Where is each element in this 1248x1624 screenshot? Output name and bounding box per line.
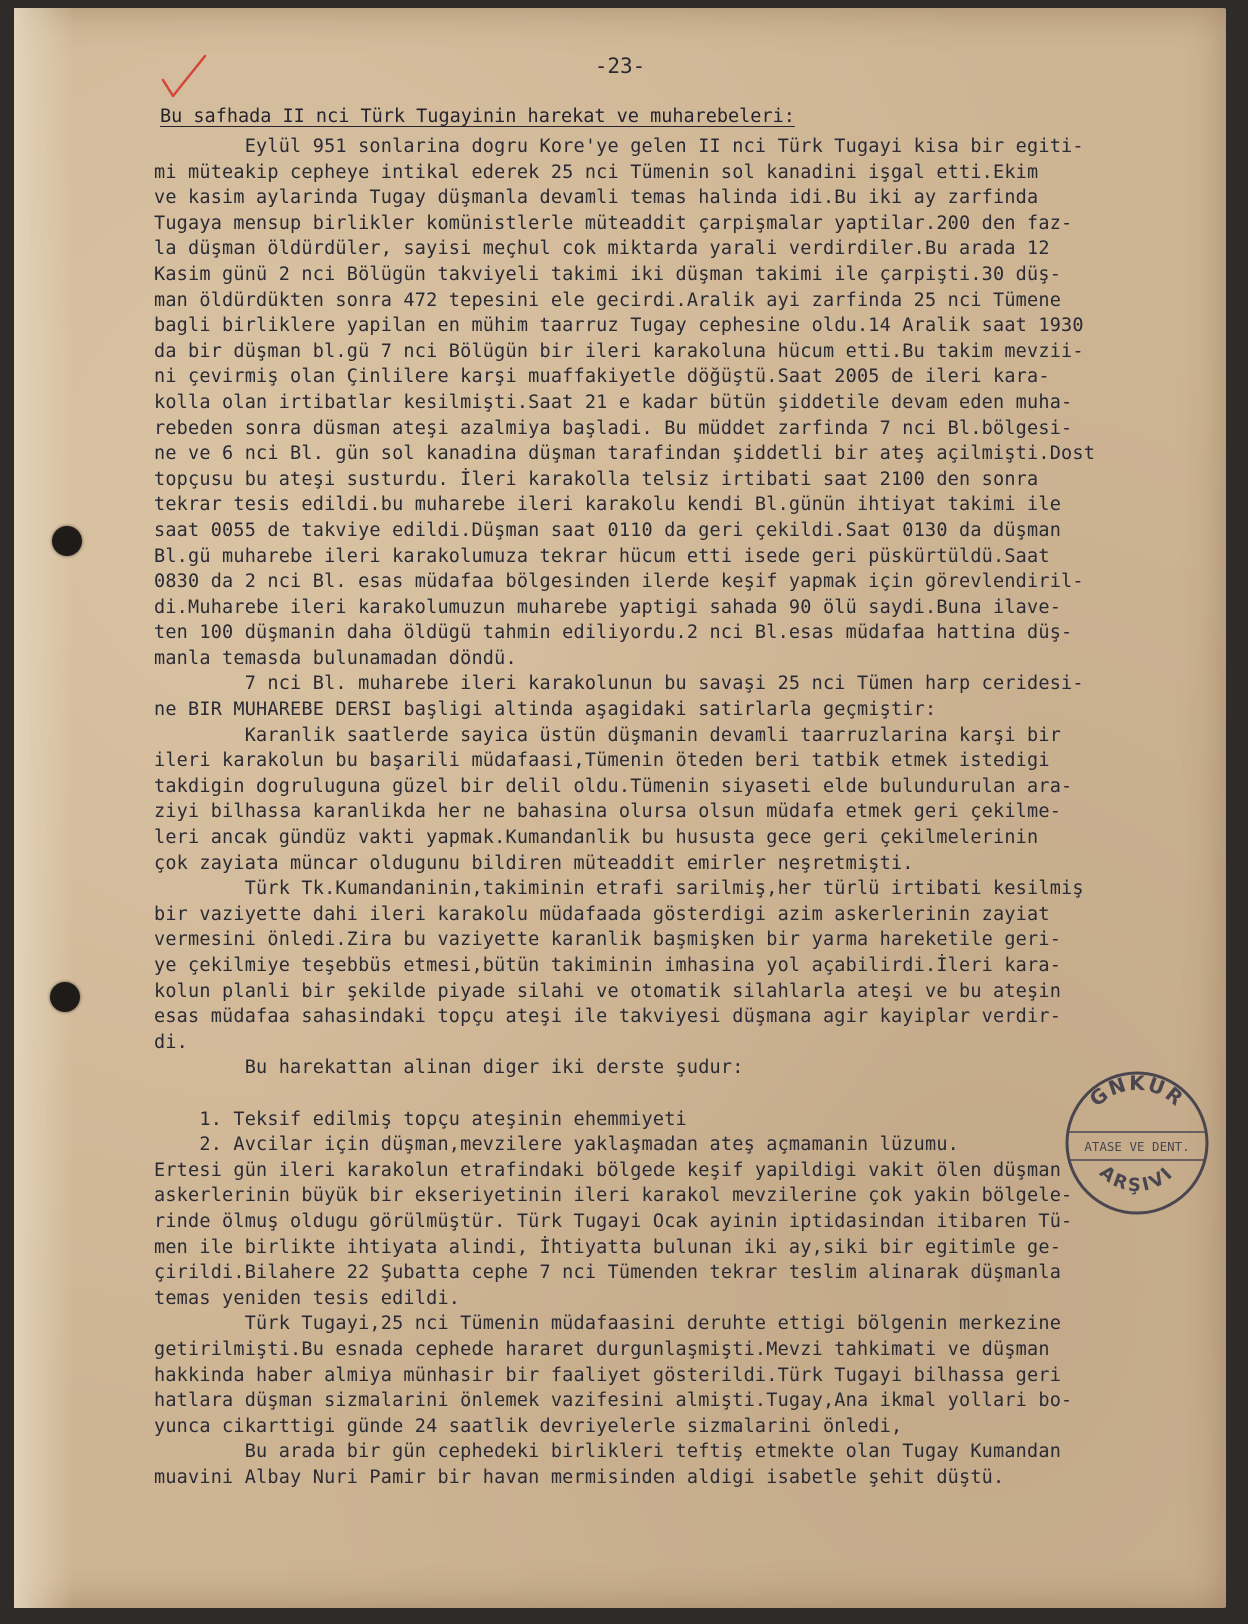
text-line: Bl.gü muharebe ileri karakolumuza tekrar hücum etti isede geri püskürtüldü.Saat [154, 545, 1050, 567]
text-line: manla temasda bulunamadan döndü. [154, 647, 517, 669]
text-line: ileri karakolun bu başarili müdafaasi,Tümenin öteden beri tatbik etmek istedigi [154, 750, 1050, 772]
punch-hole-upper [52, 526, 82, 556]
text-line: yunca cikarttigi günde 24 saatlik devriyelerle sizmalarini önledi, [154, 1415, 903, 1437]
text-line: takdigin dogruluguna güzel bir delil oldu.Tümenin siyaseti elde bulundurulan ara- [154, 775, 1073, 797]
text-line: çok zayiata müncar oldugunu bildiren müteaddit emirler neşretmişti. [154, 852, 914, 874]
text-line: ten 100 düşmanin daha öldügü tahmin ediliyordu.2 nci Bl.esas müdafaa hattina düş- [154, 622, 1073, 644]
text-line: men ile birlikte ihtiyata alindi, İhtiyatta bulunan iki ay,siki bir egitimle ge- [154, 1236, 1062, 1258]
text-line: ne BIR MUHAREBE DERSI başligi altinda aşagidaki satirlarla geçmiştir: [154, 699, 937, 721]
archive-stamp [1062, 1068, 1212, 1218]
text-line: Eylül 951 sonlarina dogru Kore'ye gelen II nci Türk Tugayi kisa bir egiti- [154, 136, 1084, 157]
text-line: da bir düşman bl.gü 7 nci Bölügün bir ileri karakoluna hücum etti.Bu takim mevzii- [154, 340, 1084, 362]
stamp-top-text: GNKUR [1084, 1070, 1190, 1112]
text-line: 7 nci Bl. muharebe ileri karakolunun bu savaşi 25 nci Tümen harp ceridesi- [154, 673, 1084, 695]
text-line: 1. Teksif edilmiş topçu ateşinin ehemmiyeti [154, 1108, 687, 1130]
text-line: getirilmişti.Bu esnada cephede hararet durgunlaşmişti.Mevzi tahkimati ve düşman [154, 1338, 1050, 1360]
text-line: hatlara düşman sizmalarini önlemek vazifesini almişti.Tugay,Ana ikmal yollari bo- [154, 1390, 1073, 1412]
page-number: -23- [594, 54, 646, 78]
punch-hole-lower [50, 982, 80, 1012]
svg-text:GNKUR [1085, 1071, 1190, 1111]
text-line: Tugaya mensup birlikler komünistlerle müteaddit çarpişmalar yaptilar.200 den faz- [154, 212, 1073, 234]
text-line: la düşman öldürdüler, sayisi meçhul cok miktarda yarali verdirdiler.Bu arada 12 [154, 238, 1050, 260]
text-line: kolun planli bir şekilde piyade silahi ve otomatik silahlarla ateşi ve bu ateşin [154, 980, 1062, 1002]
text-line: 0830 da 2 nci Bl. esas müdafaa bölgesinden ilerde keşif yapmak için görevlendiril- [154, 571, 1084, 593]
text-line: di.Muharebe ileri karakolumuzun muharebe yaptigi sahada 90 ölü saydi.Buna ilave- [154, 596, 1062, 618]
stamp-bottom-text: ARŞIVI [1095, 1161, 1179, 1197]
text-line: Kasim günü 2 nci Bölügün takviyeli takimi iki düşman takimi ile çarpişti.30 düş- [154, 263, 1062, 285]
text-line: temas yeniden tesis edildi. [154, 1287, 461, 1309]
text-line: ne ve 6 nci Bl. gün sol kanadina düşman tarafindan şiddetli bir ateş açilmişti.Dost [154, 443, 1096, 465]
stamp-middle-text: ATASE VE DENT. [1084, 1139, 1190, 1154]
worn-page-edge [14, 8, 74, 1608]
document-body [154, 134, 1214, 1490]
text-line: muavini Albay Nuri Pamir bir havan mermisinden aldigi isabetle şehit düştü. [154, 1466, 1005, 1488]
svg-text:ARŞIVI [1095, 1162, 1178, 1196]
text-line: tekrar tesis edildi.bu muharebe ileri karakolu kendi Bl.günün ihtiyat takimi ile [154, 494, 1062, 516]
section-heading: Bu safhada II nci Türk Tugayinin harekat ve muharebeleri: [160, 106, 795, 127]
text-line: topçusu bu ateşi susturdu. İleri karakolla telsiz irtibati saat 2100 den sonra [154, 468, 1039, 490]
text-line: kolla olan irtibatlar kesilmişti.Saat 21 e kadar bütün şiddetile devam eden muha- [154, 391, 1073, 413]
text-line: man öldürdükten sonra 472 tepesini ele gecirdi.Aralik ayi zarfinda 25 nci Tümene [154, 289, 1062, 311]
text-line: ziyi bilhassa karanlikda her ne bahasina olursa olsun müdafa etmek geri çekilme- [154, 801, 1062, 823]
text-line: 2. Avcilar için düşman,mevzilere yaklaşmadan ateş açmamanin lüzumu. [154, 1134, 959, 1156]
text-line: ye çekilmiye teşebbüs etmesi,bütün takiminin imhasina yol açabilirdi.İleri kara- [154, 955, 1062, 976]
text-line: rinde ölmuş oldugu görülmüştür. Türk Tugayi Ocak ayinin iptidasindan itibaren Tü- [154, 1210, 1073, 1232]
document-page [14, 8, 1226, 1608]
text-line: esas müdafaa sahasindaki topçu ateşi ile takviyesi düşmana agir kayiplar verdir- [154, 1006, 1062, 1028]
text-line: Bu arada bir gün cephedeki birlikleri teftiş etmekte olan Tugay Kumandan [154, 1441, 1062, 1463]
text-line: askerlerinin büyük bir ekseriyetinin ileri karakol mevzilerine çok yakin bölgele- [154, 1185, 1073, 1207]
text-line: bir vaziyette dahi ileri karakolu müdafaada gösterdigi azim askerlerinin zayiat [154, 903, 1050, 925]
text-line: ve kasim aylarinda Tugay düşmanla devamli temas halinda idi.Bu iki ay zarfinda [154, 187, 1039, 209]
text-line [154, 1081, 1214, 1107]
text-line: çirildi.Bilahere 22 Şubatta cephe 7 nci Tümenden tekrar teslim alinarak düşmanla [154, 1262, 1062, 1284]
text-line: ni çevirmiş olan Çinlilere karşi muaffakiyetle döğüştü.Saat 2005 de ileri kara- [154, 366, 1050, 388]
text-line: Türk Tugayi,25 nci Tümenin müdafaasini deruhte ettigi bölgenin merkezine [154, 1313, 1062, 1335]
text-line: vermesini önledi.Zira bu vaziyette karanlik başmişken bir yarma hareketile geri- [154, 929, 1062, 951]
stamp-seal-icon [1062, 1068, 1212, 1218]
text-line: mi müteakip cepheye intikal ederek 25 nci Tümenin sol kanadini işgal etti.Ekim [154, 161, 1039, 183]
text-line: Ertesi gün ileri karakolun etrafindaki bölgede keşif yapildigi vakit ölen düşman [154, 1159, 1062, 1181]
text-line: rebeden sonra düsman ateşi azalmiya başladi. Bu müddet zarfinda 7 nci Bl.bölgesi- [154, 417, 1073, 439]
text-line: hakkinda haber almiya münhasir bir faaliyet gösterildi.Türk Tugayi bilhassa geri [154, 1364, 1062, 1386]
text-line: Türk Tk.Kumandaninin,takiminin etrafi sarilmiş,her türlü irtibati kesilmiş [154, 878, 1084, 900]
text-line: Bu harekattan alinan diger iki derste şudur: [154, 1057, 744, 1079]
text-line: Karanlik saatlerde sayica üstün düşmanin devamli taarruzlarina karşi bir [154, 724, 1062, 746]
text-line: di. [154, 1031, 189, 1053]
text-line: saat 0055 de takviye edildi.Düşman saat 0110 da geri çekildi.Saat 0130 da düşman [154, 519, 1062, 541]
text-line: bagli birliklere yapilan en mühim taarruz Tugay cephesine oldu.14 Aralik saat 1930 [154, 315, 1084, 337]
text-line: leri ancak gündüz vakti yapmak.Kumandanlik bu hususta gece geri çekilmelerinin [154, 827, 1039, 849]
